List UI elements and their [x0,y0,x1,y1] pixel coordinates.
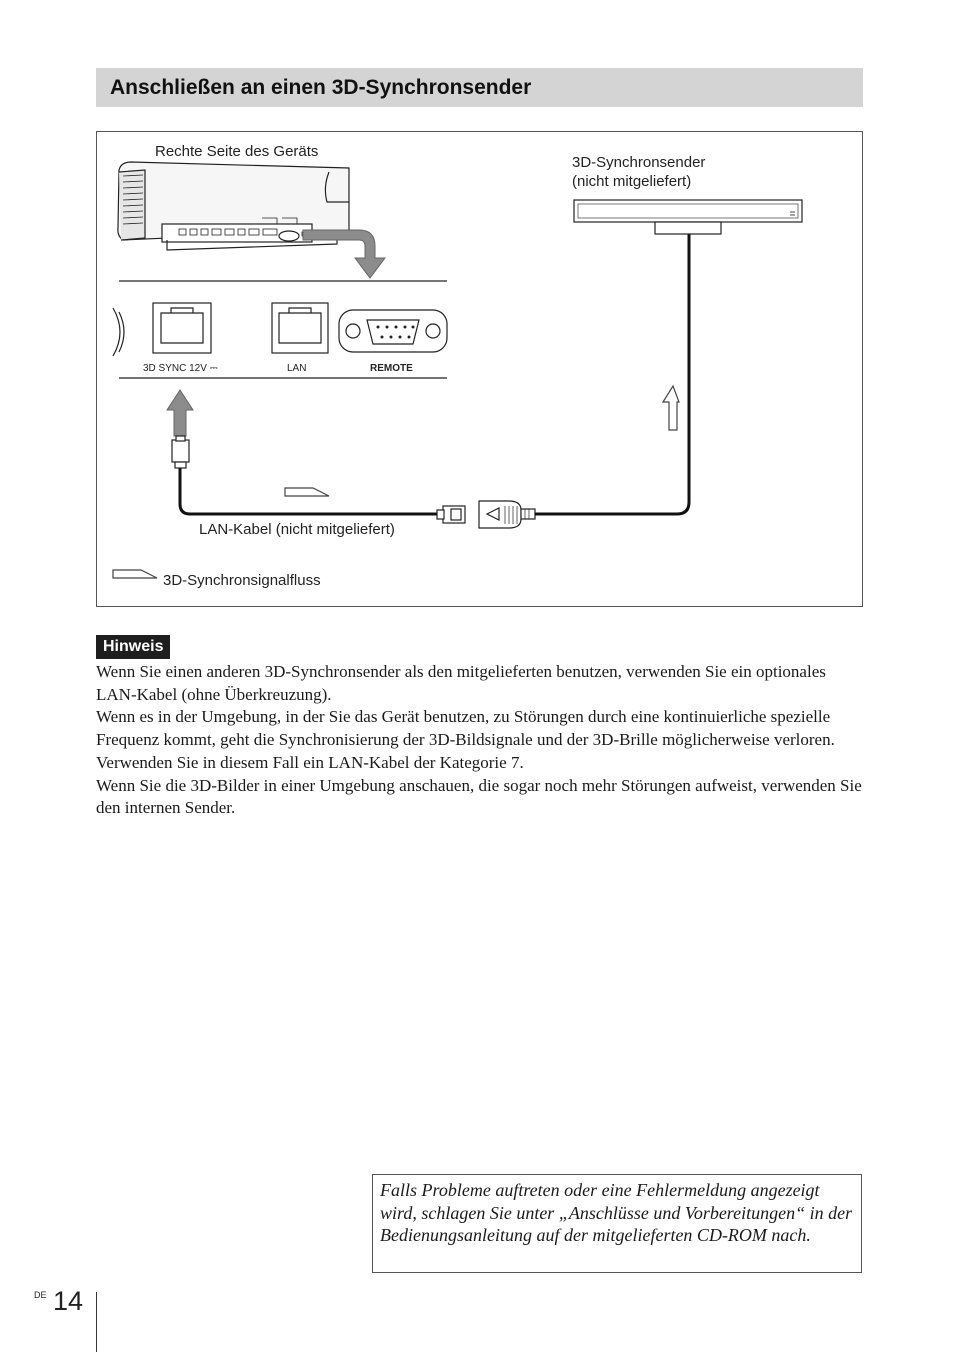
rj45-plug-icon [172,436,189,468]
port-label-lan: LAN [287,363,307,374]
section-title: Anschließen an einen 3D-Synchronsender [110,75,532,99]
page-language-code: DE [34,1290,47,1300]
signal-flow-arrow-icon [285,488,329,496]
note-badge: Hinweis [96,635,170,659]
note-paragraph-3: Wenn Sie die 3D-Bilder in einer Umgebung anschauen, die sogar noch mehr Störungen aufweist, verwenden Sie den internen Sender. [96,775,862,818]
signal-flow-arrow-icon [113,570,157,578]
label-transmitter-line2: (nicht mitgeliefert) [572,173,692,190]
note-paragraph-2: Wenn es in der Umgebung, in der Sie das Gerät benutzen, zu Störungen durch eine kontinuierliche spezielle Frequenz kommt, geht die Synchronisierung der 3D-Bildsignale und der 3D-Brille möglicherweise verloren. Verwenden Sie in diesem Fall ein LAN-Kabel der Kategorie 7. [96,707,835,772]
page-margin-rule [96,1292,97,1352]
label-cable: LAN-Kabel (nicht mitgeliefert) [199,521,395,538]
troubleshooting-tip-box: Falls Probleme auftreten oder eine Fehlermeldung angezeigt wird, schlagen Sie unter „Anschlüsse und Vorbereitungen“ in der Bedienungsanleitung auf der mitgelieferten CD-ROM nach. [372,1174,862,1273]
up-arrow-icon [167,390,193,436]
page-number: 14 [53,1286,84,1316]
note-paragraph-1: Wenn Sie einen anderen 3D-Synchronsender als den mitgelieferten benutzen, verwenden Sie ein optionales LAN-Kabel (ohne Überkreuzung). [96,662,826,704]
signal-flow-arrow-icon [663,386,679,430]
legend-signal-flow: 3D-Synchronsignalfluss [163,572,321,589]
transmitter-plug-icon [479,501,535,528]
section-header-bar [96,68,863,107]
rj45-plug-icon [437,506,465,523]
note-body [96,661,866,820]
transmitter-icon [574,200,802,234]
label-device-side: Rechte Seite des Geräts [155,143,319,160]
connection-diagram [96,131,863,607]
port-label-3dsync: 3D SYNC 12V ⎓ [143,363,218,374]
port-label-remote: REMOTE [370,363,413,374]
label-transmitter-line1: 3D-Synchronsender [572,154,706,171]
label-transmitter [572,153,705,191]
